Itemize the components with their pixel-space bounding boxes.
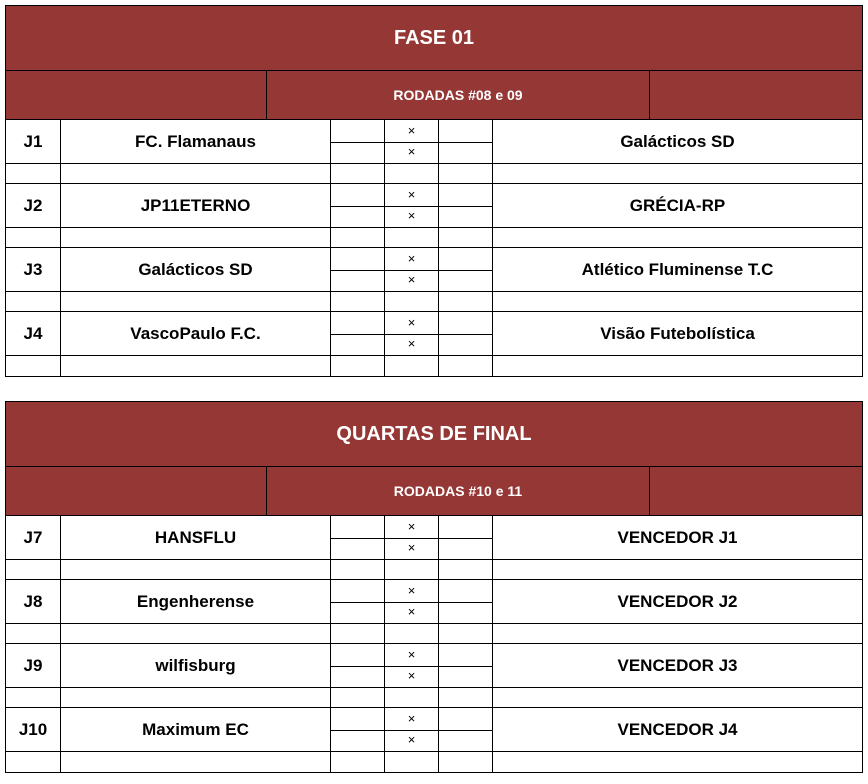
spacer-row <box>6 356 862 376</box>
game-row <box>6 184 862 228</box>
home-score-cell[interactable] <box>331 184 385 227</box>
spacer-cell <box>331 356 385 376</box>
game-id: J7 <box>6 516 61 559</box>
versus-mark: × <box>407 583 416 598</box>
spacer-cell <box>6 624 61 643</box>
away-team: VENCEDOR J1 <box>617 527 738 547</box>
section-title: QUARTAS DE FINAL <box>6 402 862 467</box>
versus-mark: × <box>407 647 416 662</box>
versus-cell <box>385 248 439 291</box>
versus-mark: × <box>407 251 416 266</box>
away-team: Galácticos SD <box>620 131 735 151</box>
versus-mark: × <box>407 540 416 555</box>
spacer-cell <box>385 624 439 643</box>
game-row <box>6 708 862 752</box>
versus-cell <box>385 580 439 623</box>
round-header-right-cell <box>649 467 862 515</box>
spacer-cell <box>439 228 493 247</box>
away-team: VENCEDOR J4 <box>617 719 738 739</box>
home-team: HANSFLU <box>61 516 331 559</box>
spacer-cell <box>6 356 61 376</box>
away-team: Visão Futebolística <box>600 323 755 343</box>
round-header-left-cell <box>6 71 267 119</box>
versus-cell <box>385 312 439 355</box>
away-score-cell[interactable] <box>439 312 493 355</box>
section-fase-01 <box>5 5 863 377</box>
versus-cell <box>385 184 439 227</box>
away-team: VENCEDOR J3 <box>617 655 738 675</box>
spacer-cell <box>61 356 331 376</box>
round-header <box>6 467 862 516</box>
round-header-right-cell <box>649 71 862 119</box>
game-row <box>6 580 862 624</box>
spacer-cell <box>439 752 493 772</box>
home-score-cell[interactable] <box>331 516 385 559</box>
home-team: VascoPaulo F.C. <box>61 312 331 355</box>
versus-mark: × <box>407 187 416 202</box>
spacer-cell <box>331 292 385 311</box>
spacer-cell <box>439 624 493 643</box>
game-id: J4 <box>6 312 61 355</box>
spacer-cell <box>385 292 439 311</box>
game-id: J10 <box>6 708 61 751</box>
home-score-cell[interactable] <box>331 580 385 623</box>
games-table <box>6 516 862 772</box>
versus-mark: × <box>407 144 416 159</box>
round-header-left-cell <box>6 467 267 515</box>
spacer-cell <box>6 292 61 311</box>
versus-mark: × <box>407 519 416 534</box>
spacer-cell <box>61 228 331 247</box>
section-quartas-de-final <box>5 401 863 773</box>
away-team: VENCEDOR J2 <box>617 591 738 611</box>
spacer-cell <box>439 688 493 707</box>
home-team: FC. Flamanaus <box>61 120 331 163</box>
away-team: Atlético Fluminense T.C <box>581 259 774 279</box>
game-id: J9 <box>6 644 61 687</box>
game-id: J1 <box>6 120 61 163</box>
away-score-cell[interactable] <box>439 580 493 623</box>
spacer-cell <box>61 752 331 772</box>
away-score-cell[interactable] <box>439 184 493 227</box>
home-team: Maximum EC <box>61 708 331 751</box>
home-team: Engenherense <box>61 580 331 623</box>
spacer-cell <box>61 164 331 183</box>
spacer-row <box>6 752 862 772</box>
home-score-cell[interactable] <box>331 312 385 355</box>
versus-mark: × <box>407 668 416 683</box>
home-team: Galácticos SD <box>61 248 331 291</box>
spacer-cell <box>439 560 493 579</box>
games-table <box>6 120 862 376</box>
versus-mark: × <box>407 711 416 726</box>
spacer-row <box>6 560 862 580</box>
versus-mark: × <box>407 123 416 138</box>
versus-mark: × <box>407 208 416 223</box>
away-team: GRÉCIA-RP <box>629 195 726 215</box>
spacer-cell <box>385 688 439 707</box>
spacer-row <box>6 688 862 708</box>
versus-cell <box>385 516 439 559</box>
spacer-cell <box>61 688 331 707</box>
spacer-cell <box>331 560 385 579</box>
away-score-cell[interactable] <box>439 516 493 559</box>
spacer-cell <box>6 228 61 247</box>
spacer-cell <box>385 356 439 376</box>
spacer-cell <box>331 228 385 247</box>
home-score-cell[interactable] <box>331 248 385 291</box>
spacer-cell <box>331 752 385 772</box>
spacer-row <box>6 228 862 248</box>
versus-mark: × <box>407 336 416 351</box>
round-label: RODADAS #08 e 09 <box>393 87 523 103</box>
section-title: FASE 01 <box>6 6 862 71</box>
versus-cell <box>385 708 439 751</box>
spacer-row <box>6 292 862 312</box>
away-score-cell[interactable] <box>439 644 493 687</box>
spacer-cell <box>6 752 61 772</box>
spacer-cell <box>331 624 385 643</box>
game-id: J2 <box>6 184 61 227</box>
spacer-cell <box>385 752 439 772</box>
spacer-cell <box>6 688 61 707</box>
spacer-cell <box>6 164 61 183</box>
spacer-cell <box>439 292 493 311</box>
versus-mark: × <box>407 315 416 330</box>
versus-cell <box>385 120 439 163</box>
spacer-cell <box>6 560 61 579</box>
away-score-cell[interactable] <box>439 248 493 291</box>
versus-mark: × <box>407 732 416 747</box>
away-score-cell[interactable] <box>439 708 493 751</box>
game-id: J3 <box>6 248 61 291</box>
round-label: RODADAS #10 e 11 <box>393 483 523 499</box>
spacer-cell <box>385 228 439 247</box>
game-id: J8 <box>6 580 61 623</box>
round-header <box>6 71 862 120</box>
game-row <box>6 644 862 688</box>
spacer-cell <box>61 624 331 643</box>
home-score-cell[interactable] <box>331 644 385 687</box>
home-score-cell[interactable] <box>331 120 385 163</box>
spacer-cell <box>385 164 439 183</box>
spacer-cell <box>331 164 385 183</box>
game-row <box>6 516 862 560</box>
home-score-cell[interactable] <box>331 708 385 751</box>
spacer-row <box>6 624 862 644</box>
spacer-cell <box>439 356 493 376</box>
away-score-cell[interactable] <box>439 120 493 163</box>
game-row <box>6 248 862 292</box>
spacer-cell <box>61 560 331 579</box>
game-row <box>6 312 862 356</box>
home-team: wilfisburg <box>61 644 331 687</box>
spacer-cell <box>385 560 439 579</box>
spacer-cell <box>331 688 385 707</box>
versus-mark: × <box>407 604 416 619</box>
game-row <box>6 120 862 164</box>
spacer-row <box>6 164 862 184</box>
spacer-cell <box>439 164 493 183</box>
versus-mark: × <box>407 272 416 287</box>
home-team: JP11ETERNO <box>61 184 331 227</box>
spacer-cell <box>61 292 331 311</box>
versus-cell <box>385 644 439 687</box>
